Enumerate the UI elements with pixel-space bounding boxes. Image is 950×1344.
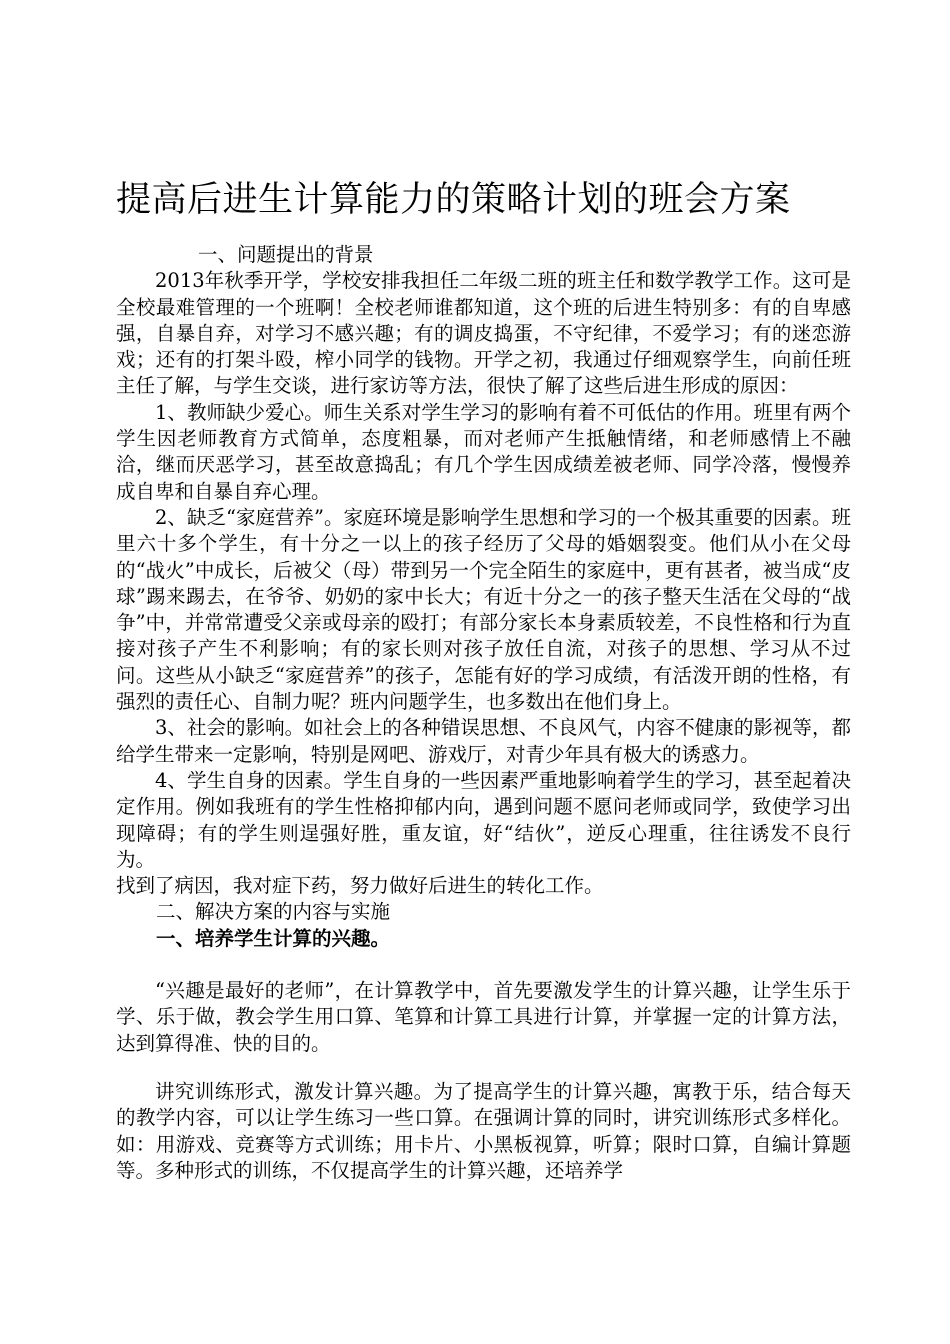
paragraph-reason-society: 3、社会的影响。如社会上的各种错误思想、不良风气，内容不健康的影视等，都给学生带来一定影响，特别是网吧、游戏厅，对青少年具有极大的诱惑力。 bbox=[116, 716, 851, 766]
paragraph-intro: 2013年秋季开学，学校安排我担任二年级二班的班主任和数学教学工作。这可是全校最难管理的一个班啊！全校老师谁都知道，这个班的后进生特别多：有的自卑感强，自暴自弃，对学习不感兴趣；有的调皮捣蛋，不守纪律，不爱学习；有的迷恋游戏；还有的打架斗殴，榨小同学的钱物。开学之初，我通过仔细观察学生，向前任班主任了解，与学生交谈，进行家访等方法，很快了解了这些后进生形成的原因： bbox=[116, 269, 851, 398]
paragraph-reason-self: 4、学生自身的因素。学生自身的一些因素严重地影响着学生的学习，甚至起着决定作用。例如我班有的学生性格抑郁内向，遇到问题不愿问老师或同学，致使学习出现障碍；有的学生则逞强好胜，重友谊，好“结伙”，逆反心理重，往往诱发不良行为。 bbox=[116, 768, 851, 871]
subsection-heading-interest: 一、培养学生计算的兴趣。 bbox=[156, 926, 391, 950]
section-heading-solution: 二、解决方案的内容与实施 bbox=[156, 900, 391, 924]
paragraph-interest: “兴趣是最好的老师”，在计算教学中，首先要激发学生的计算兴趣，让学生乐于学、乐于做，教会学生用口算、笔算和计算工具进行计算，并掌握一定的计算方法，达到算得准、快的目的。 bbox=[116, 979, 851, 1055]
document-title: 提高后进生计算能力的策略计划的班会方案 bbox=[116, 180, 791, 220]
paragraph-spacer bbox=[116, 952, 851, 978]
paragraph-spacer bbox=[116, 1057, 851, 1079]
paragraph-reason-teacher: 1、教师缺少爱心。师生关系对学生学习的影响有着不可低估的作用。班里有两个学生因老师教育方式简单，态度粗暴，而对老师产生抵触情绪，和老师感情上不融洽，继而厌恶学习，甚至故意捣乱；有几个学生因成绩差被老师、同学冷落，慢慢养成自卑和自暴自弃心理。 bbox=[116, 400, 851, 503]
document-page bbox=[116, 170, 851, 1184]
paragraph-reason-family: 2、缺乏“家庭营养”。家庭环境是影响学生思想和学习的一个极其重要的因素。班里六十多个学生，有十分之一以上的孩子经历了父母的婚姻裂变。他们从小在父母的“战火”中成长，后被父（母）带到另一个完全陌生的家庭中，更有甚者，被当成“皮球”踢来踢去，在爷爷、奶奶的家中长大；有近十分之一的孩子整天生活在父母的“战争”中，并常常遭受父亲或母亲的殴打；有部分家长本身素质较差，不良性格和行为直接对孩子产生不利影响；有的家长则对孩子放任自流，对孩子的思想、学习从不过问。这些从小缺乏“家庭营养”的孩子，怎能有好的学习成绩，有活泼开朗的性格，有强烈的责任心、自制力呢？班内问题学生，也多数出在他们身上。 bbox=[116, 505, 851, 714]
paragraph-conclusion: 找到了病因，我对症下药，努力做好后进生的转化工作。 bbox=[116, 874, 604, 898]
paragraph-training-forms: 讲究训练形式，激发计算兴趣。为了提高学生的计算兴趣，寓教于乐，结合每天的教学内容，可以让学生练习一些口算。在强调计算的同时，讲究训练形式多样化。如：用游戏、竞赛等方式训练；用卡片、小黑板视算，听算；限时口算，自编计算题等。多种形式的训练，不仅提高学生的计算兴趣，还培养学 bbox=[116, 1079, 851, 1182]
section-heading-background: 一、问题提出的背景 bbox=[198, 243, 374, 266]
